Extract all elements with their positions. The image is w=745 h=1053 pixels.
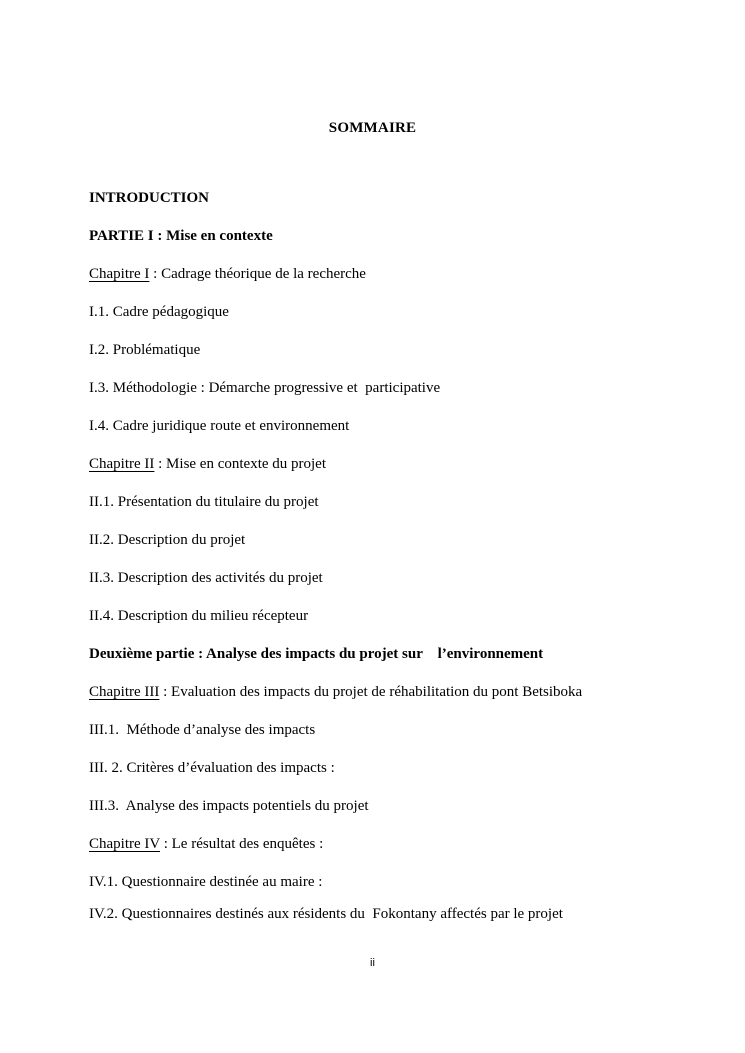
toc-line <box>89 457 675 472</box>
toc-line: PARTIE I : Mise en contexte <box>89 228 273 244</box>
chapter-label: Chapitre I <box>89 266 150 282</box>
chapter-label: Chapitre III <box>89 684 160 700</box>
chapter-title-text: : Mise en contexte du projet <box>154 456 327 472</box>
chapter-label: Chapitre II <box>89 456 155 472</box>
toc-line: II.1. Présentation du titulaire du projet <box>89 494 319 510</box>
toc-line: II.2. Description du projet <box>89 532 246 548</box>
toc-line: Deuxième partie : Analyse des impacts du projet sur l’environnement <box>89 646 544 662</box>
page-title: SOMMAIRE <box>328 120 417 136</box>
toc-line: II.4. Description du milieu récepteur <box>89 608 309 624</box>
toc-line: III.3. Analyse des impacts potentiels du projet <box>89 798 369 814</box>
toc-line: II.3. Description des activités du projet <box>89 570 323 586</box>
toc-line: I.4. Cadre juridique route et environnement <box>89 418 350 434</box>
toc-line: I.2. Problématique <box>89 342 201 358</box>
chapter-label: Chapitre IV <box>89 836 160 852</box>
toc-line: III.1. Méthode d’analyse des impacts <box>89 722 316 738</box>
page-number: ii <box>370 957 375 969</box>
toc-line: INTRODUCTION <box>89 190 210 206</box>
chapter-title-text: : Evaluation des impacts du projet de réhabilitation du pont Betsiboka <box>159 684 583 700</box>
chapter-title-text: : Le résultat des enquêtes : <box>159 836 324 852</box>
toc-line: III. 2. Critères d’évaluation des impacts : <box>89 760 335 776</box>
toc-line: I.1. Cadre pédagogique <box>89 304 229 320</box>
toc-line <box>89 685 675 700</box>
toc-line: IV.1. Questionnaire destinée au maire : <box>89 874 323 890</box>
toc-line: IV.2. Questionnaires destinés aux résidents du Fokontany affectés par le projet <box>89 906 563 922</box>
toc-line <box>89 267 675 282</box>
toc-line <box>89 837 675 852</box>
chapter-title-text: : Cadrage théorique de la recherche <box>149 266 366 282</box>
toc-line: I.3. Méthodologie : Démarche progressive et participative <box>89 380 441 396</box>
toc-list <box>89 191 675 922</box>
